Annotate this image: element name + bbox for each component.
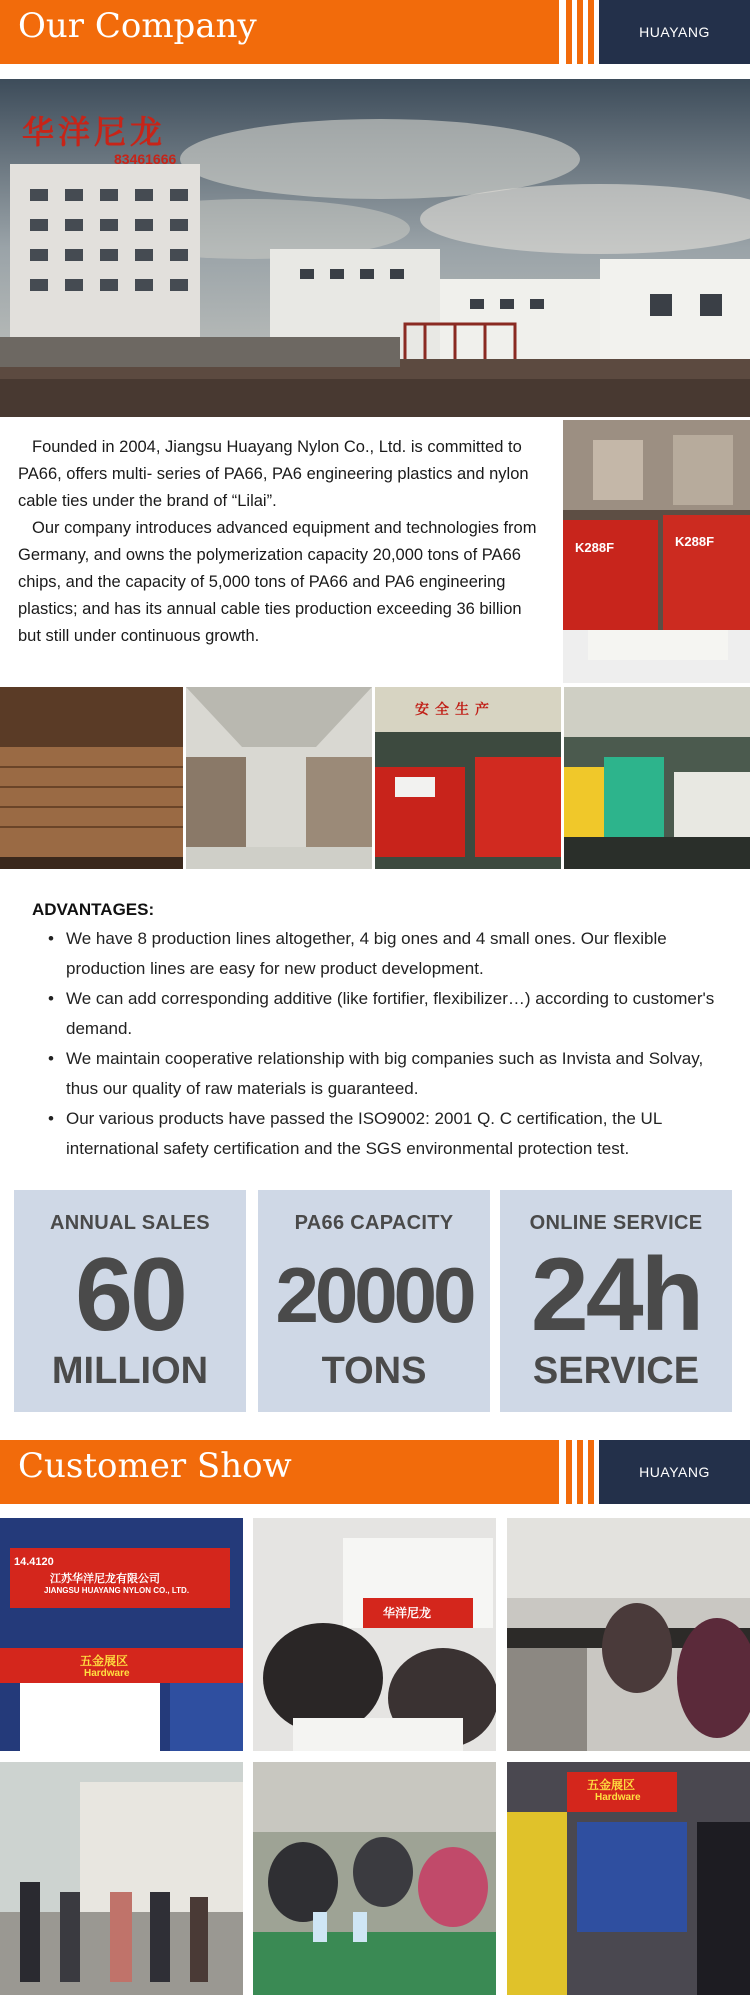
list-item <box>32 924 722 984</box>
header-stripe <box>566 0 572 64</box>
bullet-icon: • <box>48 989 54 1008</box>
header-stripe <box>566 1440 572 1504</box>
stat-value: 20000 <box>275 1251 473 1339</box>
meeting-table-scene <box>253 1762 496 1995</box>
factory-banner: 安全生产 <box>415 701 495 717</box>
stat-card-pa66-capacity <box>258 1190 490 1412</box>
production-workshop-photo <box>375 687 561 869</box>
hardware-hall-photo <box>507 1762 750 1995</box>
stat-label: ONLINE SERVICE <box>529 1212 703 1234</box>
stat-label: ANNUAL SALES <box>50 1212 210 1234</box>
booth-logo-cn: 华洋尼龙 <box>383 1606 432 1620</box>
advantages-list <box>32 924 722 1164</box>
header-stripe <box>588 1440 594 1504</box>
machine-line-photo <box>564 687 750 869</box>
advantage-text: We can add corresponding additive (like fortifier, flexibilizer…) according to customer's demand. <box>66 989 715 1038</box>
list-item <box>32 1104 722 1164</box>
header-stripe <box>577 0 583 64</box>
stat-unit: SERVICE <box>532 1350 700 1392</box>
advantage-text: We have 8 production lines altogether, 4 big ones and 4 small ones. Our flexible production lines are easy for new product development. <box>66 929 667 978</box>
bullet-icon: • <box>48 1109 54 1128</box>
booth-company-cn: 江苏华洋尼龙有限公司 <box>50 1573 160 1585</box>
expo-booth-scene <box>0 1518 243 1751</box>
header-stripe <box>577 1440 583 1504</box>
stat-unit: TONS <box>321 1350 427 1392</box>
factory-sign-phone: 83461666 <box>114 151 177 167</box>
stat-card-annual-sales <box>14 1190 246 1412</box>
hall-sign-cn: 五金展区 <box>80 1654 129 1668</box>
list-item <box>32 984 722 1044</box>
intro-paragraph: Founded in 2004, Jiangsu Huayang Nylon Co., Ltd. is committed to PA66, offers multi- series of PA66, PA6 engineering plastics and nylon cable ties under the brand of “Lilai”. <box>18 438 529 510</box>
meeting-table-photo <box>253 1762 496 1995</box>
stat-value: 24h <box>530 1237 702 1353</box>
warehouse-bags-scene <box>0 687 183 869</box>
bullet-icon: • <box>48 1049 54 1068</box>
hall-sign-en: Hardware <box>595 1792 641 1803</box>
brand-label: HUAYANG <box>639 1464 710 1480</box>
stat-unit: MILLION <box>51 1350 209 1392</box>
injection-machine-photo <box>563 420 750 683</box>
brand-label: HUAYANG <box>639 24 710 40</box>
advantage-text: We maintain cooperative relationship with big companies such as Invista and Solvay, thus our quality of raw materials is guaranteed. <box>66 1049 704 1098</box>
bullet-icon: • <box>48 929 54 948</box>
list-item <box>32 1044 722 1104</box>
office-meeting-scene <box>507 1518 750 1751</box>
warehouse-hall-scene <box>186 687 372 869</box>
advantages-heading: ADVANTAGES: <box>32 900 155 919</box>
meeting-booth-photo <box>253 1518 496 1751</box>
booth-number: 14.4120 <box>14 1556 54 1568</box>
machine-line-scene <box>564 687 750 869</box>
section-title: Our Company <box>18 6 257 46</box>
company-intro <box>18 434 546 650</box>
warehouse-hall-photo <box>186 687 372 869</box>
intro-paragraph: Our company introduces advanced equipment and technologies from Germany, and owns the polymerization capacity 20,000 tons of PA66 chips, and the capacity of 5,000 tons of PA66 and PA6 engineering plastics; and has its annual cable ties production exceeding 36 billion but still under continuous growth. <box>18 519 537 645</box>
machine-label: K288F <box>675 534 715 549</box>
machine-label: K288F <box>575 540 615 555</box>
factory-visit-scene <box>0 1762 243 1995</box>
header-stripe <box>588 0 594 64</box>
warehouse-bags-photo <box>0 687 183 869</box>
factory-building-photo <box>0 79 750 417</box>
expo-booth-photo <box>0 1518 243 1751</box>
advantage-text: Our various products have passed the ISO9002: 2001 Q. C certification, the UL international safety certification and the SGS environmental protection test. <box>66 1109 662 1158</box>
stat-value: 60 <box>75 1237 185 1353</box>
section-header-company <box>0 0 750 64</box>
hall-sign-cn: 五金展区 <box>587 1778 636 1792</box>
booth-company-en: JIANGSU HUAYANG NYLON CO., LTD. <box>44 1586 190 1595</box>
hall-sign-en: Hardware <box>84 1668 130 1679</box>
meeting-booth-scene <box>253 1518 496 1751</box>
factory-visit-photo <box>0 1762 243 1995</box>
factory-sign-cn: 华洋尼龙 <box>22 113 167 151</box>
office-meeting-photo <box>507 1518 750 1751</box>
section-header-customer <box>0 1440 750 1504</box>
stat-label: PA66 CAPACITY <box>294 1212 454 1234</box>
section-title: Customer Show <box>18 1446 292 1486</box>
advantages-section <box>32 900 722 1164</box>
stat-card-online-service <box>500 1190 732 1412</box>
